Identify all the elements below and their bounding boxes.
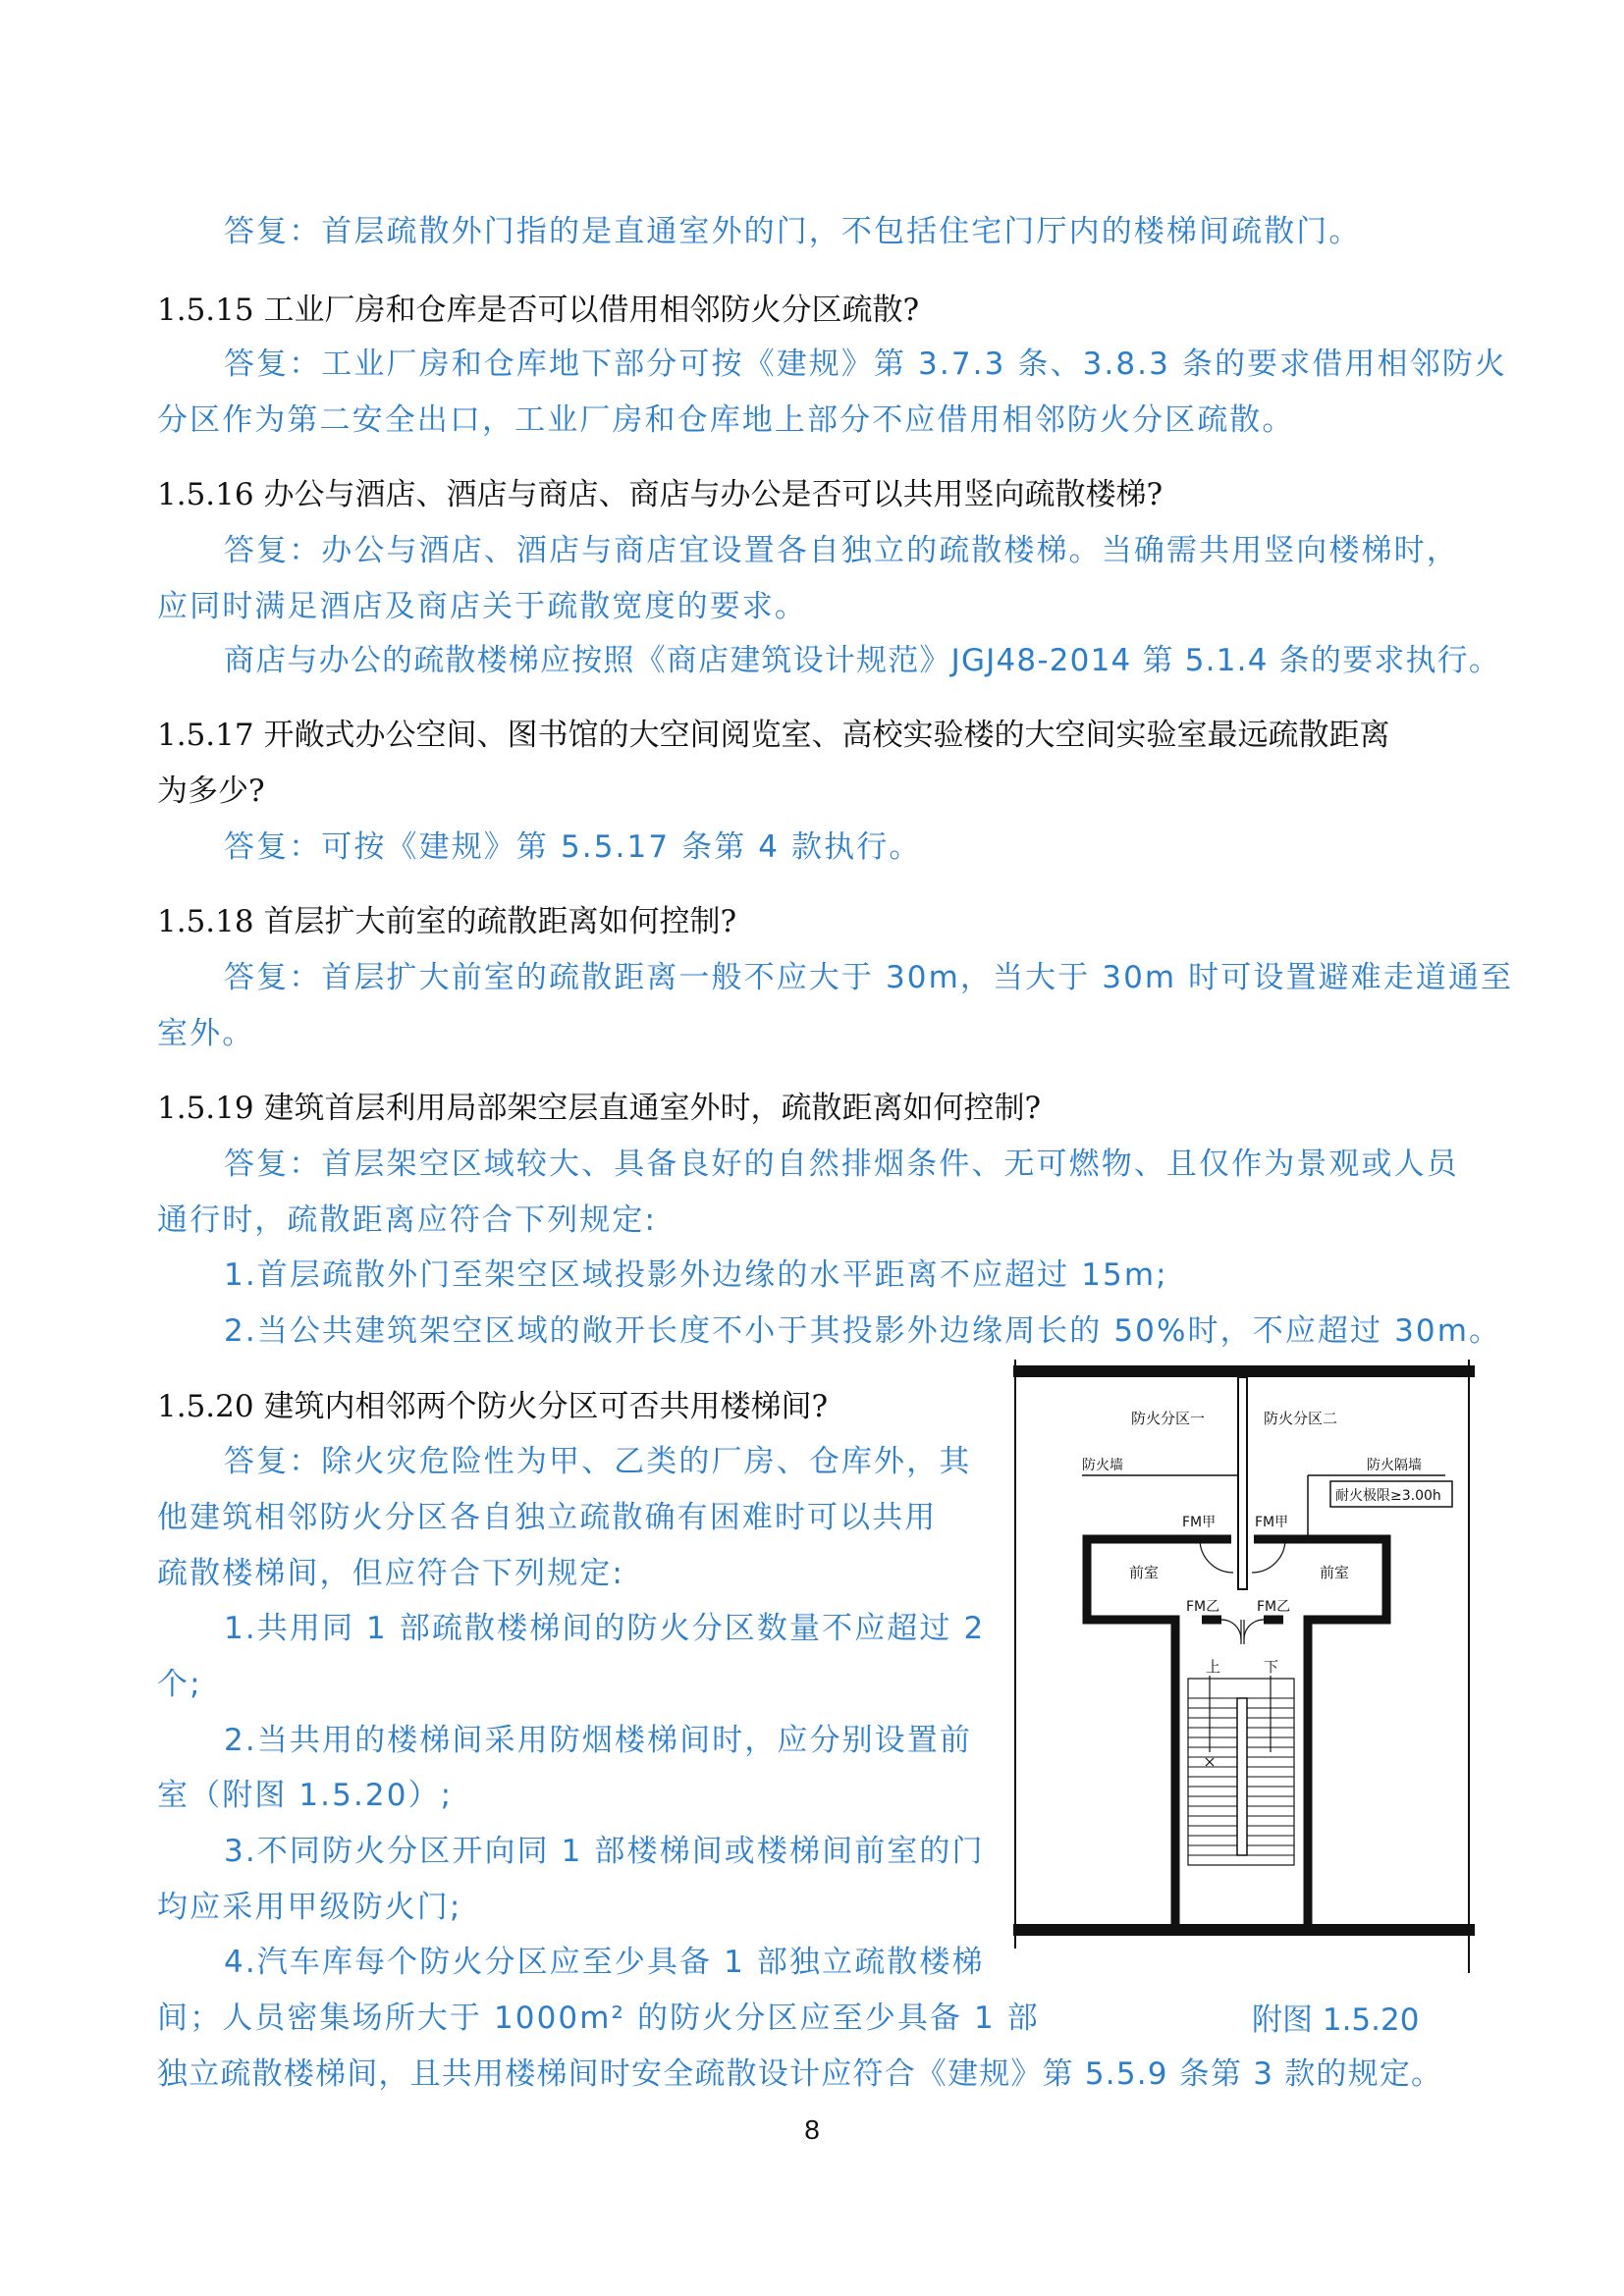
answer-text: 个; bbox=[157, 1667, 202, 1702]
stair-up-label: 上 bbox=[1206, 1658, 1221, 1676]
firewall-label: 防火墙 bbox=[1082, 1458, 1123, 1473]
zone-1-label: 防火分区一 bbox=[1131, 1410, 1206, 1427]
answer-text: 1.共用同 1 部疏散楼梯间的防火分区数量不应超过 2 bbox=[224, 1611, 986, 1646]
anteroom-right-label: 前室 bbox=[1320, 1564, 1350, 1581]
stair-break-mark bbox=[1206, 1758, 1214, 1766]
answer-text: 4.汽车库每个防火分区应至少具备 1 部独立疏散楼梯 bbox=[224, 1945, 985, 1980]
answer-text: 通行时，疏散距离应符合下列规定: bbox=[157, 1202, 658, 1238]
answer-text: 答复：首层疏散外门指的是直通室外的门，不包括住宅门厅内的楼梯间疏散门。 bbox=[224, 214, 1362, 249]
top-wall bbox=[1013, 1365, 1475, 1377]
answer-text: 他建筑相邻防火分区各自独立疏散确有困难时可以共用 bbox=[157, 1500, 938, 1535]
question-heading: 1.5.20 建筑内相邻两个防火分区可否共用楼梯间? bbox=[157, 1389, 829, 1424]
answer-text: 室（附图 1.5.20）; bbox=[157, 1778, 454, 1813]
question-heading: 1.5.15 工业厂房和仓库是否可以借用相邻防火分区疏散? bbox=[157, 293, 920, 328]
door-b-right-label: FM乙 bbox=[1257, 1599, 1291, 1615]
answer-text: 答复：首层扩大前室的疏散距离一般不应大于 30m，当大于 30m 时可设置避难走道通至 bbox=[224, 960, 1514, 995]
answer-text: 3.不同防火分区开向同 1 部楼梯间或楼梯间前室的门 bbox=[224, 1834, 985, 1869]
answer-text: 分区作为第二安全出口，工业厂房和仓库地上部分不应借用相邻防火分区疏散。 bbox=[157, 402, 1295, 438]
door-a-right-label: FM甲 bbox=[1255, 1515, 1289, 1530]
door-swing-b-right bbox=[1244, 1620, 1264, 1639]
answer-text: 商店与办公的疏散楼梯应按照《商店建筑设计规范》JGJ48-2014 第 5.1.4 条的要求执行。 bbox=[224, 643, 1501, 678]
answer-text: 答复：办公与酒店、酒店与商店宜设置各自独立的疏散楼梯。当确需共用竖向楼梯时， bbox=[224, 533, 1459, 568]
door-b-left-label: FM乙 bbox=[1186, 1599, 1220, 1615]
answer-text: 疏散楼梯间，但应符合下列规定: bbox=[157, 1556, 624, 1591]
partition-label: 防火隔墙 bbox=[1367, 1458, 1422, 1473]
question-heading: 1.5.18 首层扩大前室的疏散距离如何控制? bbox=[157, 904, 737, 939]
zone-2-label: 防火分区二 bbox=[1264, 1410, 1338, 1427]
door-swing-a-left bbox=[1200, 1539, 1233, 1573]
page-number: 8 bbox=[804, 2114, 820, 2145]
answer-text: 答复：可按《建规》第 5.5.17 条第 4 款执行。 bbox=[224, 829, 922, 865]
answer-text: 应同时满足酒店及商店关于疏散宽度的要求。 bbox=[157, 589, 807, 624]
answer-text: 2.当公共建筑架空区域的敞开长度不小于其投影外边缘周长的 50%时，不应超过 30m。 bbox=[224, 1313, 1502, 1349]
bottom-wall bbox=[1013, 1924, 1475, 1936]
stair-down-label: 下 bbox=[1264, 1658, 1279, 1676]
question-heading: 1.5.16 办公与酒店、酒店与商店、商店与办公是否可以共用竖向疏散楼梯? bbox=[157, 477, 1164, 512]
answer-text: 间；人员密集场所大于 1000m² 的防火分区应至少具备 1 部 bbox=[157, 2001, 1040, 2036]
question-heading: 1.5.17 开敞式办公空间、图书馆的大空间阅览室、高校实验楼的大空间实验室最远疏散距离 bbox=[157, 718, 1390, 753]
anteroom-left-label: 前室 bbox=[1129, 1564, 1160, 1581]
stair-flights bbox=[1188, 1679, 1294, 1865]
answer-text: 答复：除火灾危险性为甲、乙类的厂房、仓库外，其 bbox=[224, 1444, 972, 1479]
answer-text: 独立疏散楼梯间，且共用楼梯间时安全疏散设计应符合《建规》第 5.5.9 条第 3 款的规定。 bbox=[157, 2056, 1443, 2092]
question-heading: 1.5.19 建筑首层利用局部架空层直通室外时，疏散距离如何控制? bbox=[157, 1091, 1042, 1126]
rating-label: 耐火极限≥3.00h bbox=[1335, 1488, 1441, 1504]
door-a-left-label: FM甲 bbox=[1182, 1515, 1217, 1530]
stair-plan-figure bbox=[1013, 1360, 1475, 1973]
question-heading: 为多少? bbox=[157, 774, 265, 809]
answer-text: 答复：工业厂房和仓库地下部分可按《建规》第 3.7.3 条、3.8.3 条的要求借用相邻防火 bbox=[224, 347, 1507, 382]
door-swing-a-right bbox=[1252, 1539, 1285, 1573]
answer-text: 均应采用甲级防火门; bbox=[157, 1890, 462, 1925]
answer-text: 室外。 bbox=[157, 1016, 255, 1051]
firewall bbox=[1238, 1377, 1247, 1589]
answer-text: 2.当共用的楼梯间采用防烟楼梯间时，应分别设置前 bbox=[224, 1723, 972, 1758]
answer-text: 答复：首层架空区域较大、具备良好的自然排烟条件、无可燃物、且仅作为景观或人员 bbox=[224, 1147, 1459, 1182]
answer-text: 1.首层疏散外门至架空区域投影外边缘的水平距离不应超过 15m; bbox=[224, 1257, 1168, 1293]
door-swing-b-left bbox=[1221, 1620, 1241, 1639]
figure-caption: 附图 1.5.20 bbox=[1252, 2002, 1420, 2038]
